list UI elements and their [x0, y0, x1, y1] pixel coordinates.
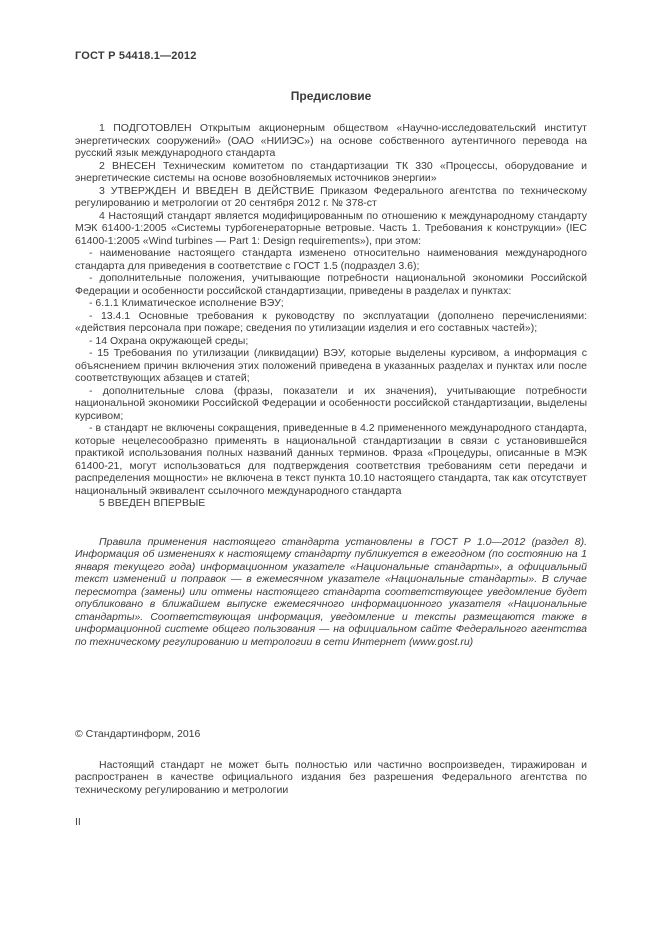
clause-4-item: - 6.1.1 Климатическое исполнение ВЭУ; — [89, 297, 284, 309]
clause-4-intro: 4 Настоящий стандарт является модифицированным по отношению к международному стандарту МЭК 61400-1:2005 «Системы турбогенераторные ветровые. Часть 1. Требования к конструкции» (IEC 61400-1:2005 «Wind turbines — Part 1: Design requirements»), при этом: — [75, 209, 587, 247]
clause-4-item: - дополнительные положения, учитывающие потребности национальной экономики Российской Федерации и особенности российской стандартизации, приведены в разделах и пунктах: — [75, 272, 587, 297]
page-title: Предисловие — [290, 89, 372, 103]
clause-1-prepared: 1 ПОДГОТОВЛЕН Открытым акционерным обществом «Научно-исследовательский институт энергетических сооружений» (ОАО «НИИЭС») на основе собственного аутентичного перевода на русский язык международного стандарта — [75, 122, 587, 159]
clause-4-item: - 14 Охрана окружающей среды; — [89, 334, 249, 347]
reproduction-notice: Настоящий стандарт не может быть полностью или частично воспроизведен, тиражирован и распространен в качестве официального издания без разрешения Федерального агентства по техническому регулированию и метрологии — [75, 758, 587, 796]
clause-4-item: - дополнительные слова (фразы, показатели и их значения), учитывающие потребности национальной экономики Российской Федерации и особенности российской стандартизации, выделены курсивом; — [75, 384, 587, 422]
clause-4-item: - в стандарт не включены сокращения, приведенные в 4.2 примененного международного стандарта, которые нецелесообразно применять в национальной стандартизации в связи с установившейся практикой использования полных названий данных терминов. Фраза «Процедуры, описанные в МЭК 61400-21, могут использоваться для подтверждения соответствия требованиям сети передачи и распределения мощности» не включена в текст пункта 10.10 настоящего стандарта, так как отсутствует национальный эквивалент ссылочного международного стандарта — [75, 422, 587, 497]
clause-5-first-edition: 5 ВВЕДЕН ВПЕРВЫЕ — [99, 497, 206, 509]
page-content — [75, 50, 587, 829]
standard-designation: ГОСТ Р 54418.1—2012 — [75, 50, 197, 62]
copyright-line: © Стандартинформ, 2016 — [75, 728, 201, 740]
clause-2-submitted: 2 ВНЕСЕН Техническим комитетом по стандартизации ТК 330 «Процессы, оборудование и энергетические системы на основе возобновляемых источников энергии» — [75, 159, 587, 184]
clause-4-item: - 15 Требования по утилизации (ликвидации) ВЭУ, которые выделены курсивом, а информация с объяснением причин включения этих положений приведена в указанных разделах и пунктах или после соответствующих абзацев и статей; — [75, 347, 587, 384]
clause-4-item: - 13.4.1 Основные требования к руководству по эксплуатации (дополнено перечислениями: «действия персонала при пожаре; сведения по утилизации изделия и его составных частей»); — [75, 309, 587, 334]
clause-4-item: - наименование настоящего стандарта изменено относительно наименования международного стандарта для приведения в соответствие с ГОСТ 1.5 (подраздел 3.6); — [75, 247, 587, 272]
application-rules-note: Правила применения настоящего стандарта установлены в ГОСТ Р 1.0—2012 (раздел 8). Информация об изменениях к настоящему стандарту публикуется в ежегодном (по состоянию на 1 января текущего года) информационном указателе «Национальные стандарты», а официальный текст изменений и поправок — в ежемесячном указателе «Национальные стандарты». В случае пересмотра (замены) или отмены настоящего стандарта соответствующее уведомление будет опубликовано в ближайшем выпуске ежемесячного информационного указателя «Национальные стандарты». Соответствующая информация, уведомление и тексты размещаются также в информационной системе общего пользования — на официальном сайте Федерального агентства по техническому регулированию и метрологии в сети Интернет (www.gost.ru) — [75, 535, 587, 648]
clause-3-approved: 3 УТВЕРЖДЕН И ВВЕДЕН В ДЕЙСТВИЕ Приказом Федерального агентства по техническому регулированию и метрологии от 20 сентября 2012 г. № 378-ст — [75, 184, 587, 209]
page-number: II — [75, 816, 81, 828]
